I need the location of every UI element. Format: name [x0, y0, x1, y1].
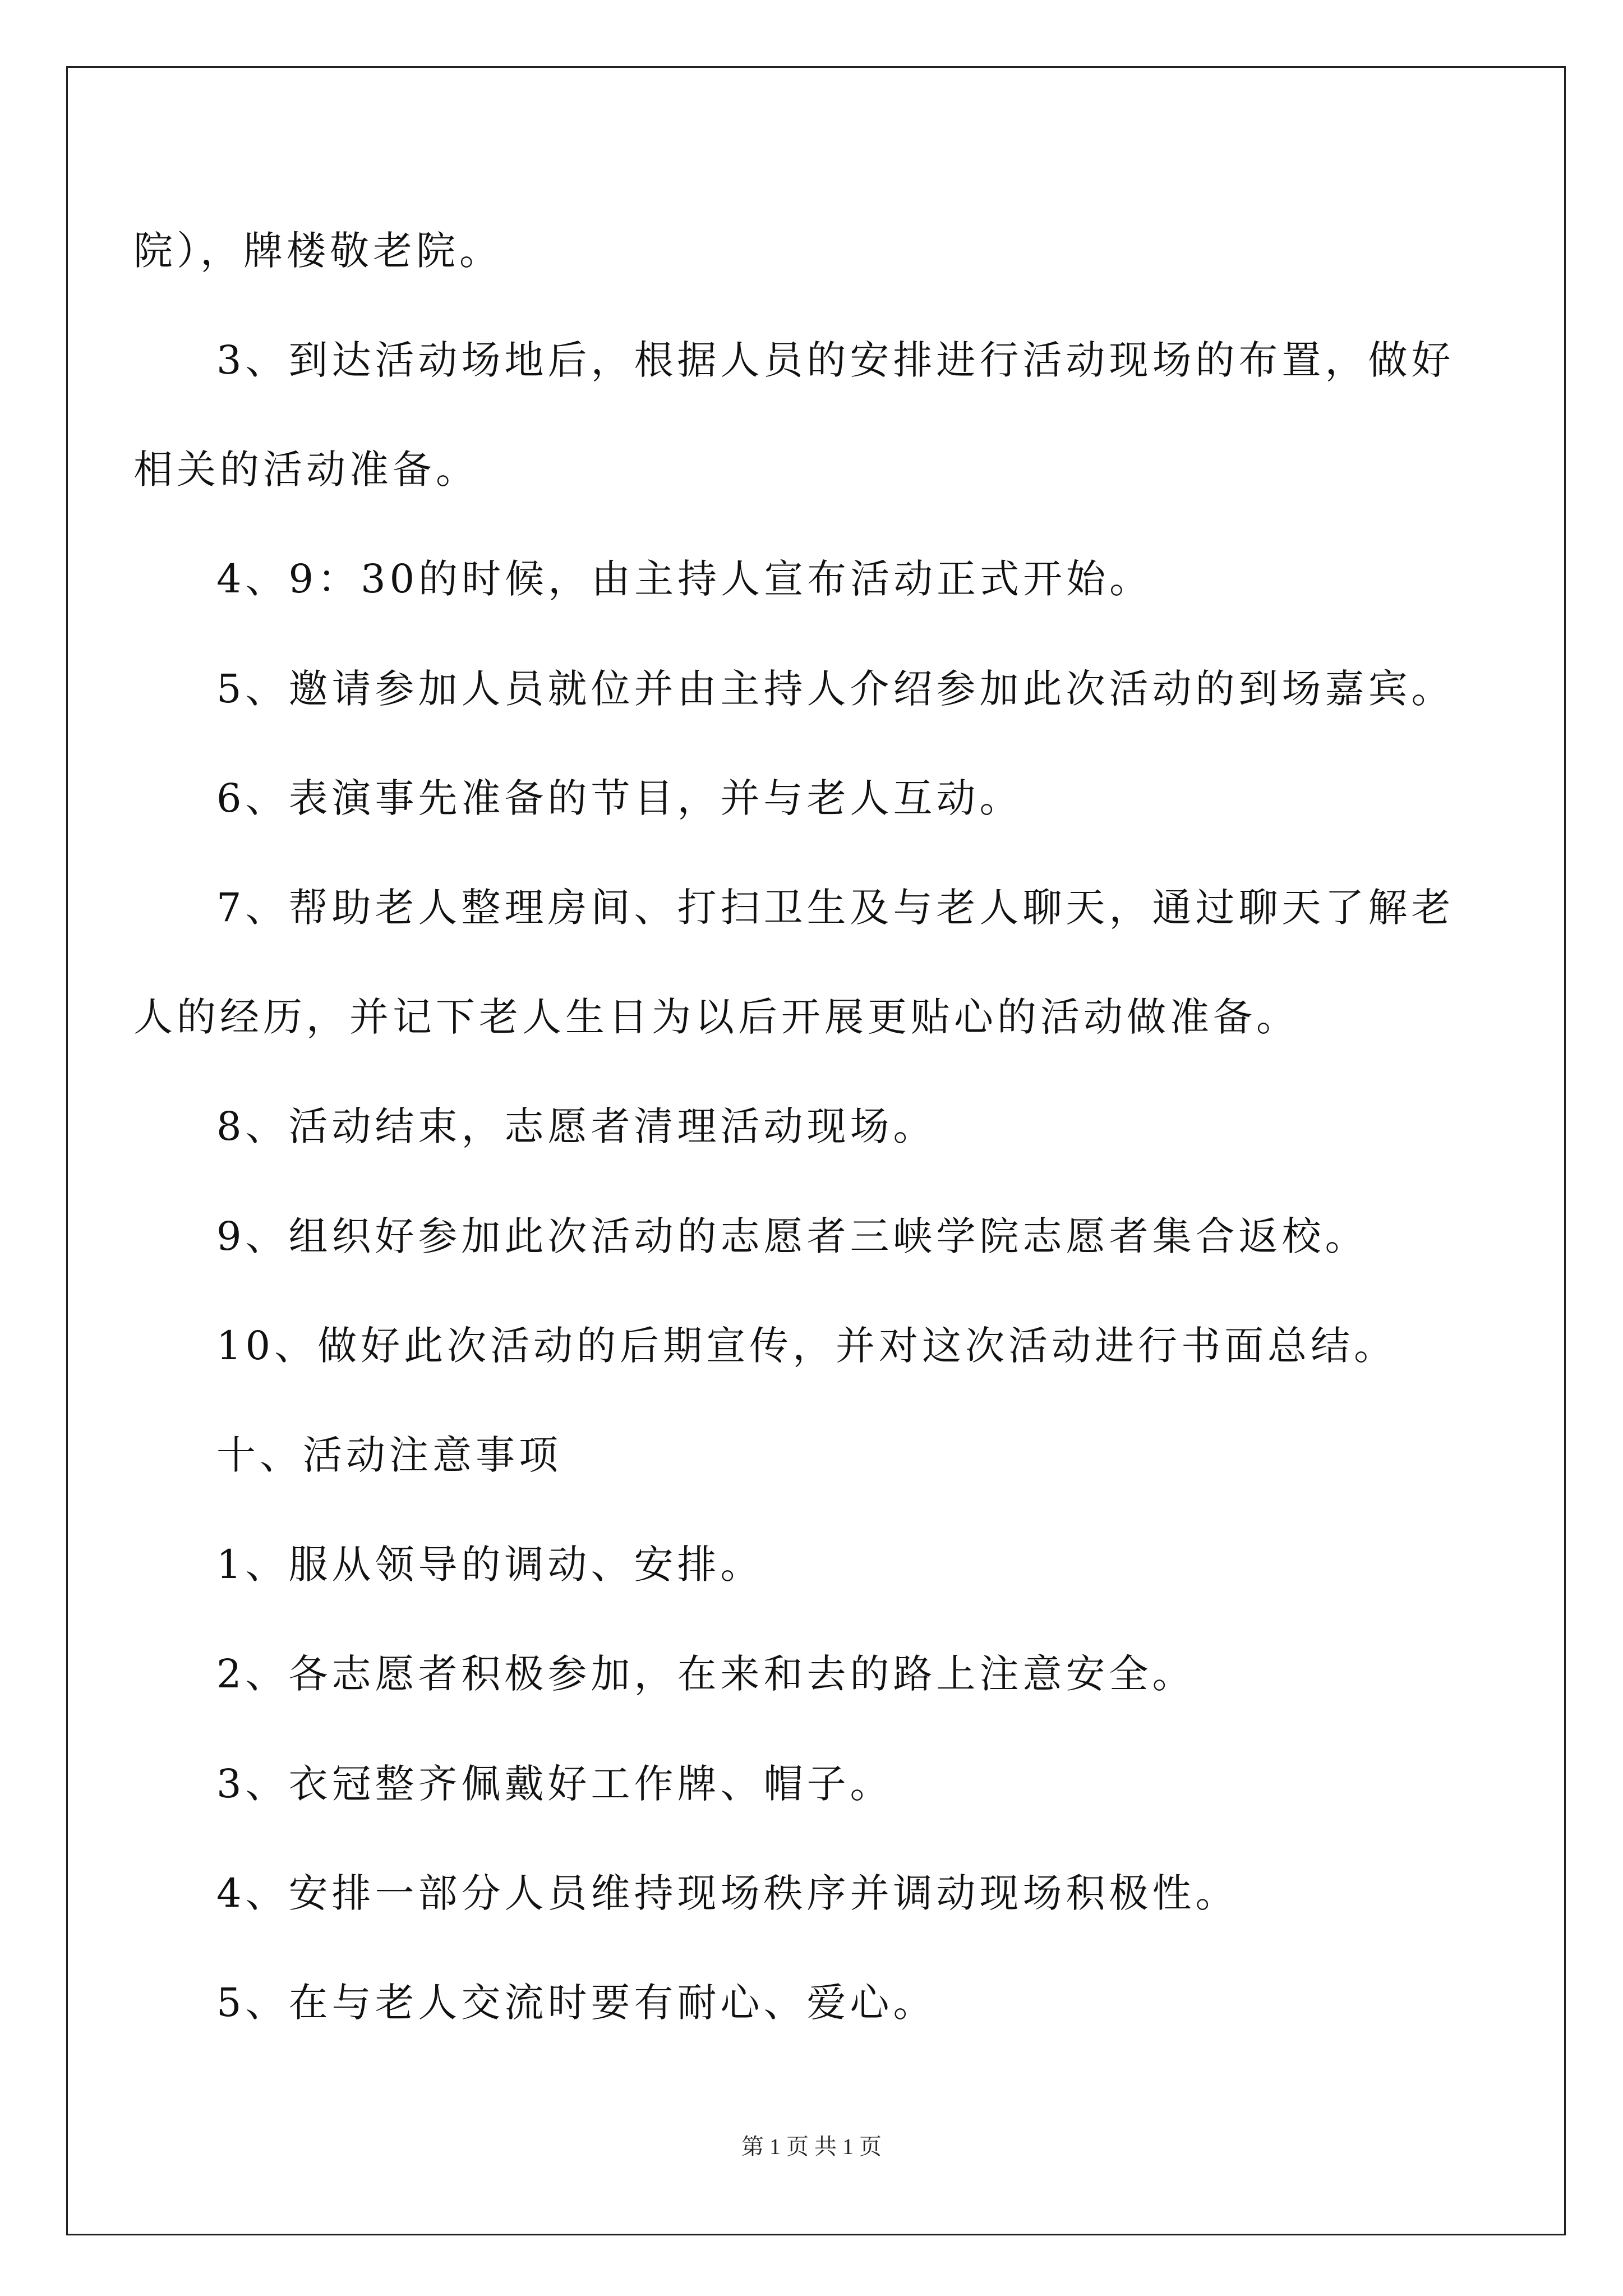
text-line: 3、衣冠整齐佩戴好工作牌、帽子。: [216, 1761, 893, 1807]
text-line: 7、帮助老人整理房间、打扫卫生及与老人聊天，通过聊天了解老: [216, 885, 1455, 931]
section-heading: 十、活动注意事项: [216, 1432, 562, 1478]
text-line: 4、安排一部分人员维持现场秩序并调动现场积极性。: [216, 1870, 1239, 1916]
text-line: 相关的活动准备。: [133, 447, 479, 493]
page-number-footer: 第 1 页 共 1 页: [741, 2134, 882, 2159]
text-line: 5、在与老人交流时要有耐心、爱心。: [216, 1980, 937, 2026]
text-line: 人的经历，并记下老人生日为以后开展更贴心的活动做准备。: [133, 994, 1299, 1040]
text-line: 院），牌楼敬老院。: [133, 228, 502, 274]
text-line: 1、服从领导的调动、安排。: [216, 1542, 764, 1588]
text-line: 3、到达活动场地后，根据人员的安排进行活动现场的布置，做好: [216, 337, 1455, 383]
text-line: 6、表演事先准备的节目，并与老人互动。: [216, 775, 1023, 821]
text-line: 9、组织好参加此次活动的志愿者三峡学院志愿者集合返校。: [216, 1213, 1368, 1259]
text-line: 8、活动结束，志愿者清理活动现场。: [216, 1103, 937, 1149]
text-line: 10、做好此次活动的后期宣传，并对这次活动进行书面总结。: [216, 1323, 1398, 1369]
text-line: 5、邀请参加人员就位并由主持人介绍参加此次活动的到场嘉宾。: [216, 666, 1455, 712]
text-line: 4、9：30的时候，由主持人宣布活动正式开始。: [216, 556, 1153, 602]
text-line: 2、各志愿者积极参加，在来和去的路上注意安全。: [216, 1651, 1196, 1697]
